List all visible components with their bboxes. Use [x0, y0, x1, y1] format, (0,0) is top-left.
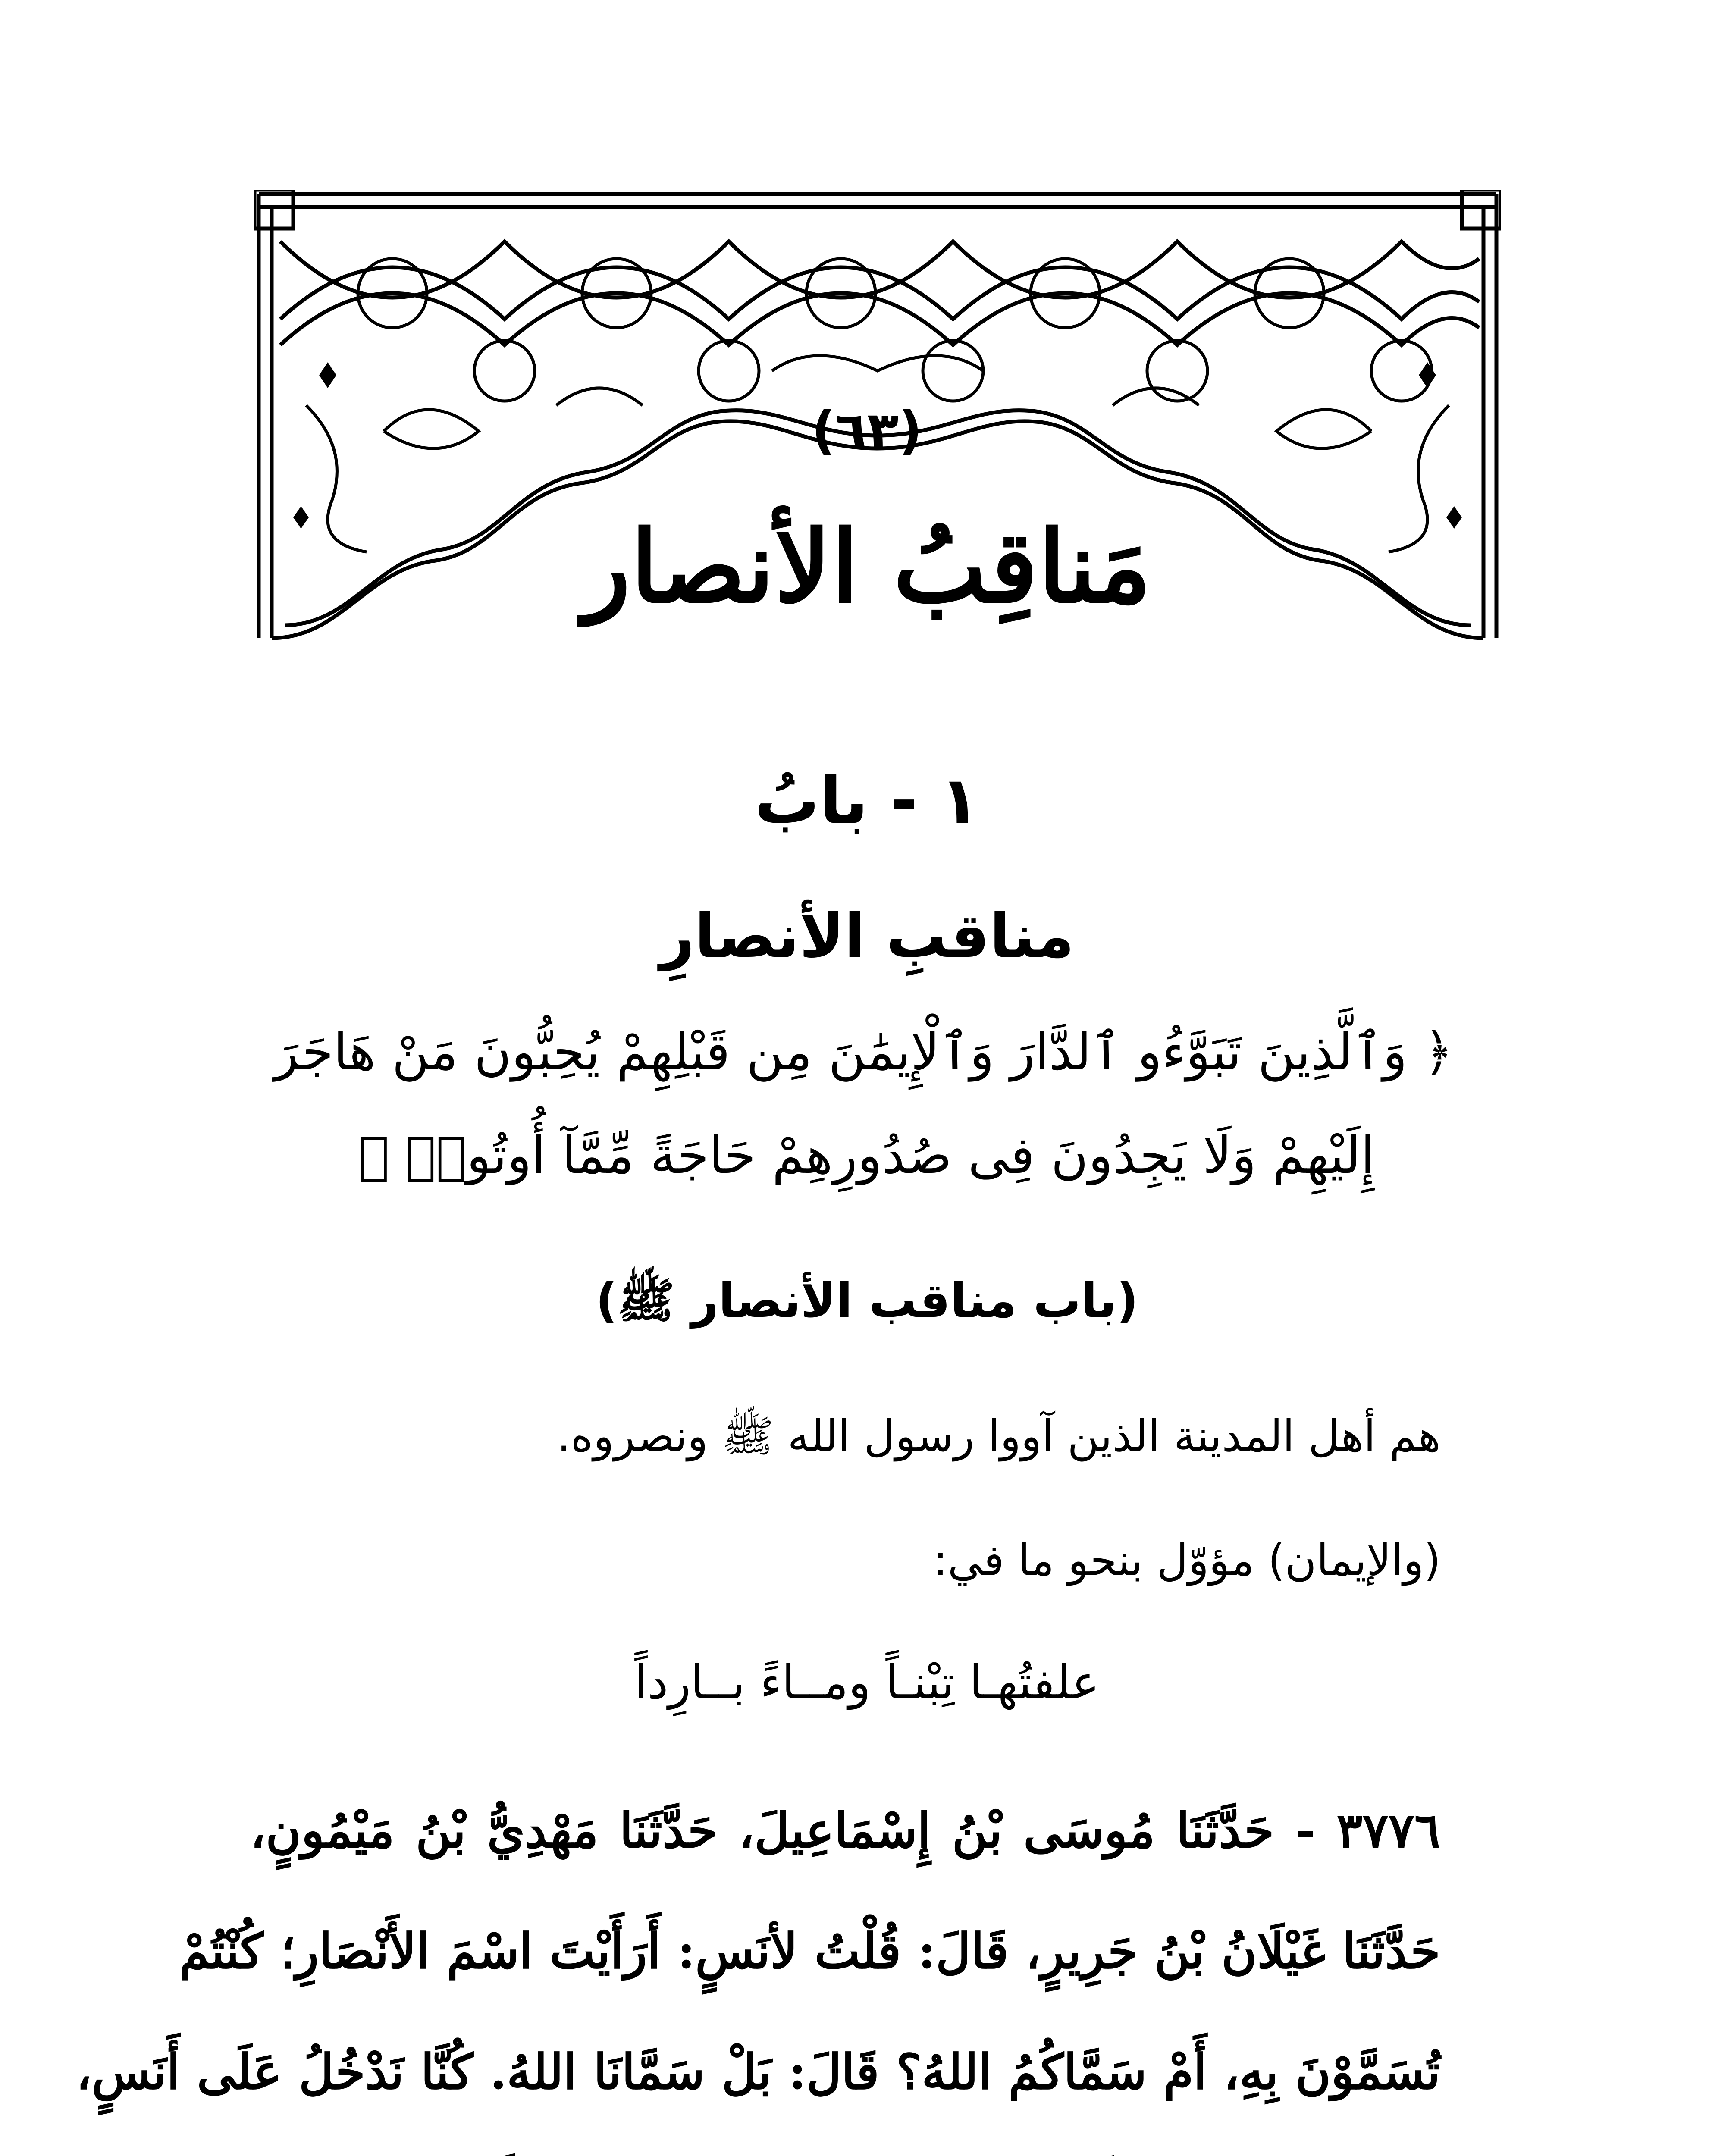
hadith-line: حَدَّثَنَا غَيْلَانُ بْنُ جَرِيرٍ، قَالَ: قُلْتُ لأنَسٍ: أَرَأَيْتَ اسْمَ الأَنْصَارِ؛ كُنْتُمْ: [179, 1923, 1440, 1980]
commentary-heading: (باب مناقب الأنصار ﷺ): [596, 1273, 1138, 1328]
bab-title: مناقبِ الأنصارِ: [660, 901, 1074, 971]
book-title: مَناقِبُ الأنصار: [583, 509, 1151, 625]
chapter-number: (٦٣): [812, 401, 922, 461]
hadith-line: ٣٧٧٦ - حَدَّثَنَا مُوسَى بْنُ إِسْمَاعِيلَ، حَدَّثَنَا مَهْدِيُّ بْنُ مَيْمُونٍ،: [250, 1802, 1440, 1859]
quran-verse-line: إِلَيْهِمْ وَلَا يَجِدُونَ فِى صُدُورِهِمْ حَاجَةً مِّمَّآ أُوتُوا۟ ﴾: [358, 1125, 1375, 1185]
quran-verse-line: ﴿ وَٱلَّذِينَ تَبَوَّءُو ٱلدَّارَ وَٱلْإِيمَٰنَ مِن قَبْلِهِمْ يُحِبُّونَ مَنْ هَاجَرَ: [274, 1022, 1453, 1081]
poetry-verse: علفتُهـا تِبْنـاً ومــاءً بــارِداً: [634, 1656, 1100, 1710]
commentary-paragraph: (والإيمان) مؤوّل بنحو ما في:: [933, 1535, 1441, 1586]
hadith-line: تُسَمَّوْنَ بِهِ، أَمْ سَمَّاكُمُ اللهُ؟ قَالَ: بَلْ سَمَّانَا اللهُ. كُنَّا نَدْخُلُ عَلَى أَنَسٍ،: [76, 2044, 1440, 2100]
commentary-paragraph: هم أهل المدينة الذين آووا رسول الله ﷺ ونصروه.: [557, 1411, 1441, 1461]
bab-number: ١ - بابُ: [754, 763, 980, 838]
